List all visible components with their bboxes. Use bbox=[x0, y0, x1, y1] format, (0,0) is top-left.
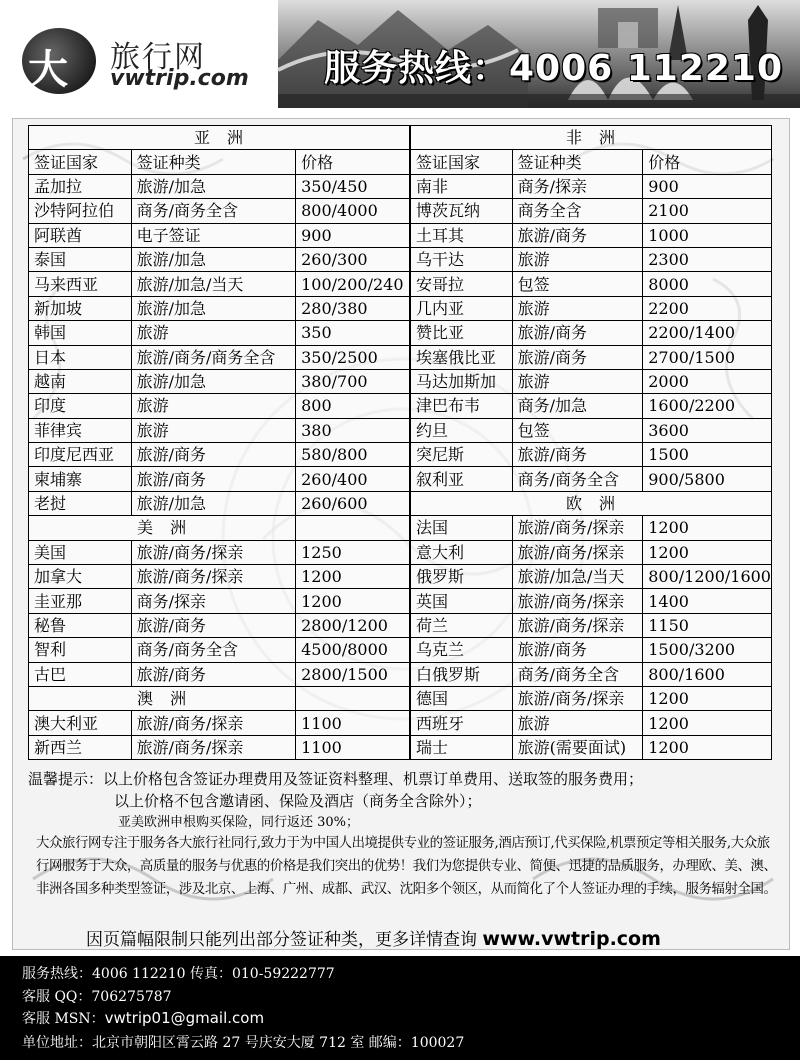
visa-type-cell: 旅游/加急 bbox=[131, 369, 296, 393]
table-row bbox=[411, 394, 772, 418]
company-description: 大众旅行网专注于服务各大旅行社同行,致力于为中国人出境提供专业的签证服务,酒店预订,代买保险,机票预定等相关服务,大众旅行网服务于大众，高质量的服务与优惠的价格是我们突出的优势！我们为您提供专业、简便、迅捷的品质服务，办理欧、美、澳、非洲各国多种类型签证，涉及北京、上海、广州、成都、武汉、沈阳多个领区，从而简化了个人签证办理的手续，服务辐射全国。 bbox=[36, 836, 777, 897]
table-row bbox=[29, 394, 410, 418]
table-row bbox=[29, 174, 410, 198]
visa-type-cell: 包签 bbox=[512, 418, 643, 442]
country-cell: 泰国 bbox=[29, 247, 132, 271]
brand-name-en: vwtrip.com bbox=[110, 66, 249, 91]
price-cell: 1200 bbox=[643, 516, 772, 540]
table-row bbox=[29, 491, 410, 515]
price-cell: 2200 bbox=[643, 296, 772, 320]
price-cell: 2000 bbox=[643, 369, 772, 393]
empty-cell bbox=[296, 516, 410, 540]
table-row bbox=[29, 321, 410, 345]
visa-type-cell: 旅游/商务/商务全含 bbox=[131, 345, 296, 369]
more-info-line bbox=[86, 925, 661, 950]
visa-type-cell: 旅游/加急/当天 bbox=[131, 272, 296, 296]
country-cell: 澳大利亚 bbox=[29, 711, 132, 735]
price-cell: 1200 bbox=[643, 735, 772, 759]
country-cell: 老挝 bbox=[29, 491, 132, 515]
country-cell: 新西兰 bbox=[29, 735, 132, 759]
country-cell: 突尼斯 bbox=[411, 443, 513, 467]
visa-type-cell: 旅游 bbox=[131, 418, 296, 442]
visa-type-cell: 旅游/加急 bbox=[131, 491, 296, 515]
country-cell: 土耳其 bbox=[411, 223, 513, 247]
region-header-row bbox=[29, 126, 410, 150]
table-row bbox=[411, 174, 772, 198]
visa-type-cell: 旅游/商务 bbox=[512, 321, 643, 345]
country-cell: 白俄罗斯 bbox=[411, 662, 513, 686]
visa-type-cell: 旅游 bbox=[131, 394, 296, 418]
table-row bbox=[29, 735, 410, 759]
country-cell: 几内亚 bbox=[411, 296, 513, 320]
column-header: 签证种类 bbox=[512, 150, 643, 174]
table-row bbox=[29, 223, 410, 247]
table-row bbox=[29, 443, 410, 467]
country-cell: 马来西亚 bbox=[29, 272, 132, 296]
visa-type-cell: 旅游 bbox=[512, 711, 643, 735]
price-cell: 8000 bbox=[643, 272, 772, 296]
price-cell: 260/300 bbox=[296, 247, 410, 271]
footer-msn-label: 客服 MSN： bbox=[22, 1011, 105, 1027]
table-row bbox=[411, 589, 772, 613]
price-cell: 1500/3200 bbox=[643, 638, 772, 662]
table-row bbox=[411, 467, 772, 491]
visa-type-cell: 旅游/商务/探亲 bbox=[512, 540, 643, 564]
table-row bbox=[29, 613, 410, 637]
price-cell: 1000 bbox=[643, 223, 772, 247]
country-cell: 印度 bbox=[29, 394, 132, 418]
country-cell: 埃塞俄比亚 bbox=[411, 345, 513, 369]
price-cell: 1200 bbox=[643, 540, 772, 564]
table-row bbox=[29, 369, 410, 393]
price-cell: 350 bbox=[296, 321, 410, 345]
price-cell: 4500/8000 bbox=[296, 638, 410, 662]
price-cell: 2100 bbox=[643, 199, 772, 223]
region-title-asia: 亚 洲 bbox=[29, 126, 410, 150]
table-row bbox=[29, 467, 410, 491]
country-cell: 越南 bbox=[29, 369, 132, 393]
price-cell: 1500 bbox=[643, 443, 772, 467]
country-cell: 加拿大 bbox=[29, 565, 132, 589]
price-cell: 1100 bbox=[296, 735, 410, 759]
table-header-row bbox=[29, 150, 410, 174]
table-row bbox=[411, 321, 772, 345]
price-cell: 800/1200/1600 bbox=[643, 565, 772, 589]
column-header: 签证国家 bbox=[411, 150, 513, 174]
note-line-3: 亚美欧洲申根购买保险，同行返还 30%； bbox=[118, 815, 360, 830]
price-cell: 800/4000 bbox=[296, 199, 410, 223]
table-row bbox=[411, 443, 772, 467]
country-cell: 马达加斯加 bbox=[411, 369, 513, 393]
footer-qq: 客服 QQ：706275787 bbox=[22, 989, 172, 1005]
notes-section bbox=[28, 768, 788, 834]
brand-name-cn: 旅行网 bbox=[110, 40, 206, 75]
visa-type-cell: 电子签证 bbox=[131, 223, 296, 247]
website-link[interactable]: www.vwtrip.com bbox=[482, 928, 661, 950]
price-cell: 3600 bbox=[643, 418, 772, 442]
table-row bbox=[29, 565, 410, 589]
price-cell: 1600/2200 bbox=[643, 394, 772, 418]
table-row bbox=[411, 369, 772, 393]
country-cell: 南非 bbox=[411, 174, 513, 198]
visa-type-cell: 商务/商务全含 bbox=[131, 199, 296, 223]
country-cell: 博茨瓦纳 bbox=[411, 199, 513, 223]
visa-type-cell: 旅游/商务/探亲 bbox=[512, 516, 643, 540]
price-cell: 2200/1400 bbox=[643, 321, 772, 345]
price-cell: 350/2500 bbox=[296, 345, 410, 369]
country-cell: 乌克兰 bbox=[411, 638, 513, 662]
price-cell: 800 bbox=[296, 394, 410, 418]
country-cell: 阿联酋 bbox=[29, 223, 132, 247]
country-cell: 古巴 bbox=[29, 662, 132, 686]
visa-type-cell: 商务/商务全含 bbox=[512, 662, 643, 686]
country-cell: 德国 bbox=[411, 686, 513, 710]
visa-type-cell: 旅游/商务 bbox=[131, 613, 296, 637]
visa-type-cell: 旅游/商务/探亲 bbox=[131, 735, 296, 759]
price-cell: 1200 bbox=[643, 711, 772, 735]
price-cell: 1400 bbox=[643, 589, 772, 613]
table-row bbox=[29, 589, 410, 613]
price-cell: 800/1600 bbox=[643, 662, 772, 686]
country-cell: 英国 bbox=[411, 589, 513, 613]
visa-type-cell: 旅游/加急/当天 bbox=[512, 565, 643, 589]
note-line-2: 以上价格不包含邀请函、保险及酒店（商务全含除外）； bbox=[114, 792, 482, 810]
table-row bbox=[29, 418, 410, 442]
table-row bbox=[411, 418, 772, 442]
visa-type-cell: 旅游/商务 bbox=[131, 662, 296, 686]
region-header-row bbox=[29, 686, 410, 710]
region-title-africa: 非 洲 bbox=[411, 126, 772, 150]
price-cell: 280/380 bbox=[296, 296, 410, 320]
price-cell: 1100 bbox=[296, 711, 410, 735]
visa-type-cell: 商务/探亲 bbox=[512, 174, 643, 198]
table-row bbox=[411, 223, 772, 247]
table-row bbox=[29, 247, 410, 271]
visa-type-cell: 旅游/商务 bbox=[131, 467, 296, 491]
table-row bbox=[29, 272, 410, 296]
region-header-row bbox=[411, 126, 772, 150]
visa-type-cell: 旅游 bbox=[512, 369, 643, 393]
visa-type-cell: 旅游/加急 bbox=[131, 296, 296, 320]
country-cell: 秘鲁 bbox=[29, 613, 132, 637]
price-cell: 900/5800 bbox=[643, 467, 772, 491]
country-cell: 新加坡 bbox=[29, 296, 132, 320]
region-header-row bbox=[411, 491, 772, 515]
country-cell: 西班牙 bbox=[411, 711, 513, 735]
price-cell: 1200 bbox=[296, 589, 410, 613]
table-row bbox=[29, 711, 410, 735]
price-cell: 2700/1500 bbox=[643, 345, 772, 369]
price-cell: 380/700 bbox=[296, 369, 410, 393]
price-cell: 260/400 bbox=[296, 467, 410, 491]
country-cell: 日本 bbox=[29, 345, 132, 369]
price-cell: 900 bbox=[296, 223, 410, 247]
visa-type-cell: 旅游/商务/探亲 bbox=[131, 540, 296, 564]
visa-type-cell: 旅游/商务 bbox=[512, 345, 643, 369]
table-row bbox=[411, 345, 772, 369]
logo-badge bbox=[22, 28, 96, 94]
asia-america-oceania-table bbox=[28, 125, 410, 760]
visa-type-cell: 旅游/商务/探亲 bbox=[512, 686, 643, 710]
region-header-row bbox=[29, 516, 410, 540]
table-row bbox=[411, 247, 772, 271]
column-header: 价格 bbox=[296, 150, 410, 174]
hotline-text: 服务热线：4006 112210 bbox=[324, 48, 784, 89]
visa-type-cell: 包签 bbox=[512, 272, 643, 296]
brand-logo[interactable] bbox=[22, 28, 272, 98]
visa-type-cell: 旅游/加急 bbox=[131, 247, 296, 271]
country-cell: 瑞士 bbox=[411, 735, 513, 759]
price-cell: 1200 bbox=[643, 686, 772, 710]
logo-char: 大 bbox=[28, 47, 64, 93]
table-row bbox=[411, 296, 772, 320]
region-title-america: 美 洲 bbox=[29, 516, 296, 540]
price-cell: 900 bbox=[643, 174, 772, 198]
visa-type-cell: 旅游 bbox=[131, 321, 296, 345]
visa-type-cell: 旅游/商务/探亲 bbox=[512, 613, 643, 637]
visa-type-cell: 旅游/商务/探亲 bbox=[131, 711, 296, 735]
table-row bbox=[411, 540, 772, 564]
header bbox=[0, 0, 800, 116]
footer-msn-row bbox=[22, 1008, 264, 1028]
visa-type-cell: 旅游/商务 bbox=[512, 223, 643, 247]
country-cell: 叙利亚 bbox=[411, 467, 513, 491]
country-cell: 法国 bbox=[411, 516, 513, 540]
country-cell: 沙特阿拉伯 bbox=[29, 199, 132, 223]
africa-europe-table bbox=[410, 125, 772, 760]
table-row bbox=[29, 199, 410, 223]
country-cell: 柬埔寨 bbox=[29, 467, 132, 491]
country-cell: 美国 bbox=[29, 540, 132, 564]
price-cell: 2300 bbox=[643, 247, 772, 271]
country-cell: 印度尼西亚 bbox=[29, 443, 132, 467]
visa-type-cell: 旅游/加急 bbox=[131, 174, 296, 198]
country-cell: 孟加拉 bbox=[29, 174, 132, 198]
price-cell: 2800/1200 bbox=[296, 613, 410, 637]
visa-type-cell: 商务/商务全含 bbox=[131, 638, 296, 662]
table-row bbox=[411, 565, 772, 589]
footer-address: 单位地址：北京市朝阳区霄云路 27 号庆安大厦 712 室 邮编：100027 bbox=[22, 1035, 465, 1051]
price-cell: 350/450 bbox=[296, 174, 410, 198]
table-row bbox=[411, 686, 772, 710]
country-cell: 荷兰 bbox=[411, 613, 513, 637]
column-header: 签证国家 bbox=[29, 150, 132, 174]
country-cell: 安哥拉 bbox=[411, 272, 513, 296]
region-title-oceania: 澳 洲 bbox=[29, 686, 296, 710]
price-cell: 380 bbox=[296, 418, 410, 442]
visa-type-cell: 旅游/商务 bbox=[512, 638, 643, 662]
table-row bbox=[29, 345, 410, 369]
table-row bbox=[411, 199, 772, 223]
price-cell: 1150 bbox=[643, 613, 772, 637]
price-cell: 260/600 bbox=[296, 491, 410, 515]
table-row bbox=[411, 638, 772, 662]
table-row bbox=[411, 662, 772, 686]
country-cell: 乌干达 bbox=[411, 247, 513, 271]
price-cell: 2800/1500 bbox=[296, 662, 410, 686]
visa-type-cell: 商务/商务全含 bbox=[512, 467, 643, 491]
table-row bbox=[411, 272, 772, 296]
country-cell: 约旦 bbox=[411, 418, 513, 442]
country-cell: 韩国 bbox=[29, 321, 132, 345]
table-row bbox=[29, 540, 410, 564]
footer-phone: 服务热线：4006 112210 传真：010-59222777 bbox=[22, 966, 335, 982]
price-cell: 580/800 bbox=[296, 443, 410, 467]
table-row bbox=[411, 613, 772, 637]
more-info-text: 因页篇幅限制只能列出部分签证种类，更多详情查询 bbox=[86, 930, 477, 950]
note-line-1: 温馨提示：以上价格包含签证办理费用及签证资料整理、机票订单费用、送取签的服务费用； bbox=[28, 770, 644, 788]
country-cell: 智利 bbox=[29, 638, 132, 662]
country-cell: 意大利 bbox=[411, 540, 513, 564]
visa-type-cell: 商务全含 bbox=[512, 199, 643, 223]
hotline-banner bbox=[278, 0, 800, 108]
country-cell: 俄罗斯 bbox=[411, 565, 513, 589]
visa-type-cell: 旅游/商务 bbox=[131, 443, 296, 467]
footer-msn-email[interactable]: vwtrip01@gmail.com bbox=[104, 1009, 265, 1027]
country-cell: 圭亚那 bbox=[29, 589, 132, 613]
country-cell: 津巴布韦 bbox=[411, 394, 513, 418]
table-row bbox=[29, 638, 410, 662]
visa-type-cell: 旅游/商务 bbox=[512, 443, 643, 467]
visa-type-cell: 旅游/商务/探亲 bbox=[131, 565, 296, 589]
price-cell: 1250 bbox=[296, 540, 410, 564]
visa-type-cell: 旅游/商务/探亲 bbox=[512, 589, 643, 613]
empty-cell bbox=[296, 686, 410, 710]
table-row bbox=[411, 711, 772, 735]
region-title-europe: 欧 洲 bbox=[411, 491, 772, 515]
visa-type-cell: 旅游 bbox=[512, 247, 643, 271]
visa-type-cell: 旅游 bbox=[512, 296, 643, 320]
country-cell: 菲律宾 bbox=[29, 418, 132, 442]
table-row bbox=[29, 662, 410, 686]
price-cell: 1200 bbox=[296, 565, 410, 589]
country-cell: 赞比亚 bbox=[411, 321, 513, 345]
table-row bbox=[411, 516, 772, 540]
visa-type-cell: 商务/加急 bbox=[512, 394, 643, 418]
visa-type-cell: 旅游(需要面试) bbox=[512, 735, 643, 759]
visa-type-cell: 商务/探亲 bbox=[131, 589, 296, 613]
column-header: 价格 bbox=[643, 150, 772, 174]
table-header-row bbox=[411, 150, 772, 174]
table-row bbox=[29, 296, 410, 320]
price-cell: 100/200/240 bbox=[296, 272, 410, 296]
column-header: 签证种类 bbox=[131, 150, 296, 174]
footer bbox=[0, 956, 800, 1060]
table-row bbox=[411, 735, 772, 759]
